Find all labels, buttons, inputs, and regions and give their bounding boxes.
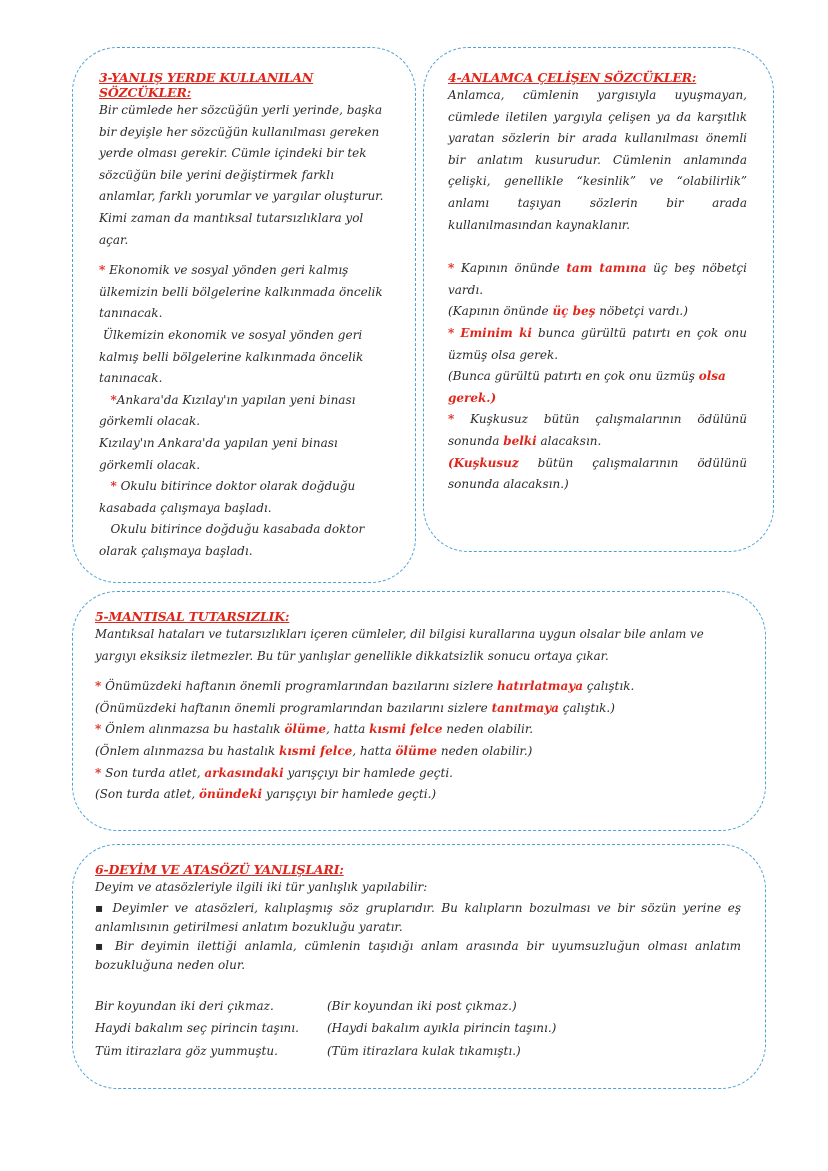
section-4-example-1: * Kapının önünde tam tamına üç beş nöbetçi vardı. [448,261,747,297]
section-5-example-3-fix: (Son turda atlet, önündeki yarışçıyı bir hamlede geçti.) [95,787,437,802]
asterisk-icon: * [448,325,455,340]
section-6-intro: Deyim ve atasözleriyle ilgili iki tür yanlışlık yapılabilir: [95,880,428,894]
section-4-example-2-fix: (Bunca gürültü patırtı en çok onu üzmüş olsa gerek.) [448,369,726,405]
bullet-icon: ▪ [95,938,108,953]
section-3-example-3: * Okulu bitirince doktor olarak doğduğu kasabada çalışmaya başladı. [99,479,356,515]
asterisk-icon: * [99,263,106,278]
section-3-title: 3-YANLIŞ YERDE KULLANILAN SÖZCÜKLER: [99,70,314,100]
section-3-example-2: *Ankara'da Kızılay'ın yapılan yeni binası görkemli olacak. [99,392,356,429]
example-wrong: Bir koyundan iki deri çıkmaz. [95,998,274,1013]
bullet-icon: ▪ [95,900,106,915]
asterisk-icon: * [110,392,117,407]
example-right: (Tüm itirazlara kulak tıkamıştı.) [327,1043,521,1058]
section-5-example-2-fix: (Önlem alınmazsa bu hastalık kısmi felce, hatta ölüme neden olabilir.) [95,743,533,758]
section-5-title: 5-MANTISAL TUTARSIZLIK: [95,609,290,624]
section-5-example-3: * Son turda atlet, arkasındaki yarışçıyı bir hamlede geçti. [95,765,453,780]
section-5-example-1: * Önümüzdeki haftanın önemli programlarından bazılarını sizlere hatırlatmaya çalıştık. [95,679,635,694]
asterisk-icon: * [110,479,117,494]
example-right: (Haydi bakalım ayıkla pirincin taşını.) [327,1021,557,1036]
example-wrong: Haydi bakalım seç pirincin taşını. [95,1021,299,1036]
section-5-intro: Mantıksal hataları ve tutarsızlıkları içeren cümleler, dil bilgisi kurallarına uygun olsalar bile anlam ve yargıyı eksiksiz iletmezler. Bu tür yanlışlar genellikle dikkatsizlik sonucu ortaya çıkar. [95,627,704,663]
section-3-example-3-fix: Okulu bitirince doğduğu kasabada doktor olarak çalışmaya başladı. [99,522,365,558]
section-3-example-1: * Ekonomik ve sosyal yönden geri kalmış ülkemizin belli bölgelerine kalkınmada öncelik tanınacak. [99,263,383,321]
asterisk-icon: * [448,261,455,276]
section-6-bullet-1: ▪ Deyimler ve atasözleri, kalıplaşmış söz gruplarıdır. Bu kalıpların bozulması ve bir sözün yerine eş anlamlısının getirilmesi anlatım bozukluğu yaratır. [95,900,741,934]
section-5-example-2: * Önlem alınmazsa bu hastalık ölüme, hatta kısmi felce neden olabilir. [95,722,534,737]
section-6-title: 6-DEYİM VE ATASÖZÜ YANLIŞLARI: [95,862,344,877]
section-4-intro: Anlamca, cümlenin yargısıyla uyuşmayan, cümlede iletilen yargıyla çelişen ya da karşıtlık yaratan sözlerin bir arada kullanılması önemli bir anlatım kusurudur. Cümlenin anlamında çelişki, genellikle “kesinlik” ve “olabilirlik” anlamı taşıyan sözlerin bir arada kullanılmasından kaynaklanır. [448,88,747,232]
section-4-example-3-fix: (Kuşkusuz bütün çalışmalarının ödülünü sonunda alacaksın.) [448,455,747,492]
section-6-examples [95,995,741,1063]
section-4-box [423,47,774,552]
asterisk-icon: * [95,722,102,737]
section-6-box [72,844,766,1089]
asterisk-icon: * [448,412,455,427]
example-wrong: Tüm itirazlara göz yummuştu. [95,1043,278,1058]
section-4-title: 4-ANLAMCA ÇELİŞEN SÖZCÜKLER: [448,70,697,85]
section-4-example-2: * Eminim ki bunca gürültü patırtı en çok onu üzmüş olsa gerek. [448,325,747,362]
asterisk-icon: * [95,765,102,780]
section-5-example-1-fix: (Önümüzdeki haftanın önemli programlarından bazılarını sizlere tanıtmaya çalıştık.) [95,700,615,715]
section-3-example-2-fix: Kızılay'ın Ankara'da yapılan yeni binası görkemli olacak. [99,435,338,472]
example-right: (Bir koyundan iki post çıkmaz.) [327,998,517,1013]
section-6-bullet-2: ▪ Bir deyimin ilettiği anlamla, cümlenin taşıdığı anlam arasında bir uyumsuzluğun olması anlatım bozukluğuna neden olur. [95,938,741,972]
section-3-example-1-fix: Ülkemizin ekonomik ve sosyal yönden geri kalmış belli bölgelerine kalkınmada öncelik tanınacak. [99,327,364,386]
section-5-box [72,591,766,831]
section-4-example-1-fix: (Kapının önünde üç beş nöbetçi vardı.) [448,304,688,319]
asterisk-icon: * [95,679,102,694]
section-3-intro: Bir cümlede her sözcüğün yerli yerinde, başka bir deyişle her sözcüğün kullanılması gereken yerde olması gerekir. Cümle içindeki bir tek sözcüğün bile yerini değiştirmek farklı anlamlar, farklı yorumlar ve yargılar oluşturur. Kimi zaman da mantıksal tutarsızlıklara yol açar. [99,103,384,247]
section-4-example-3: * Kuşkusuz bütün çalışmalarının ödülünü sonunda belki alacaksın. [448,412,747,448]
section-3-box [72,47,416,583]
